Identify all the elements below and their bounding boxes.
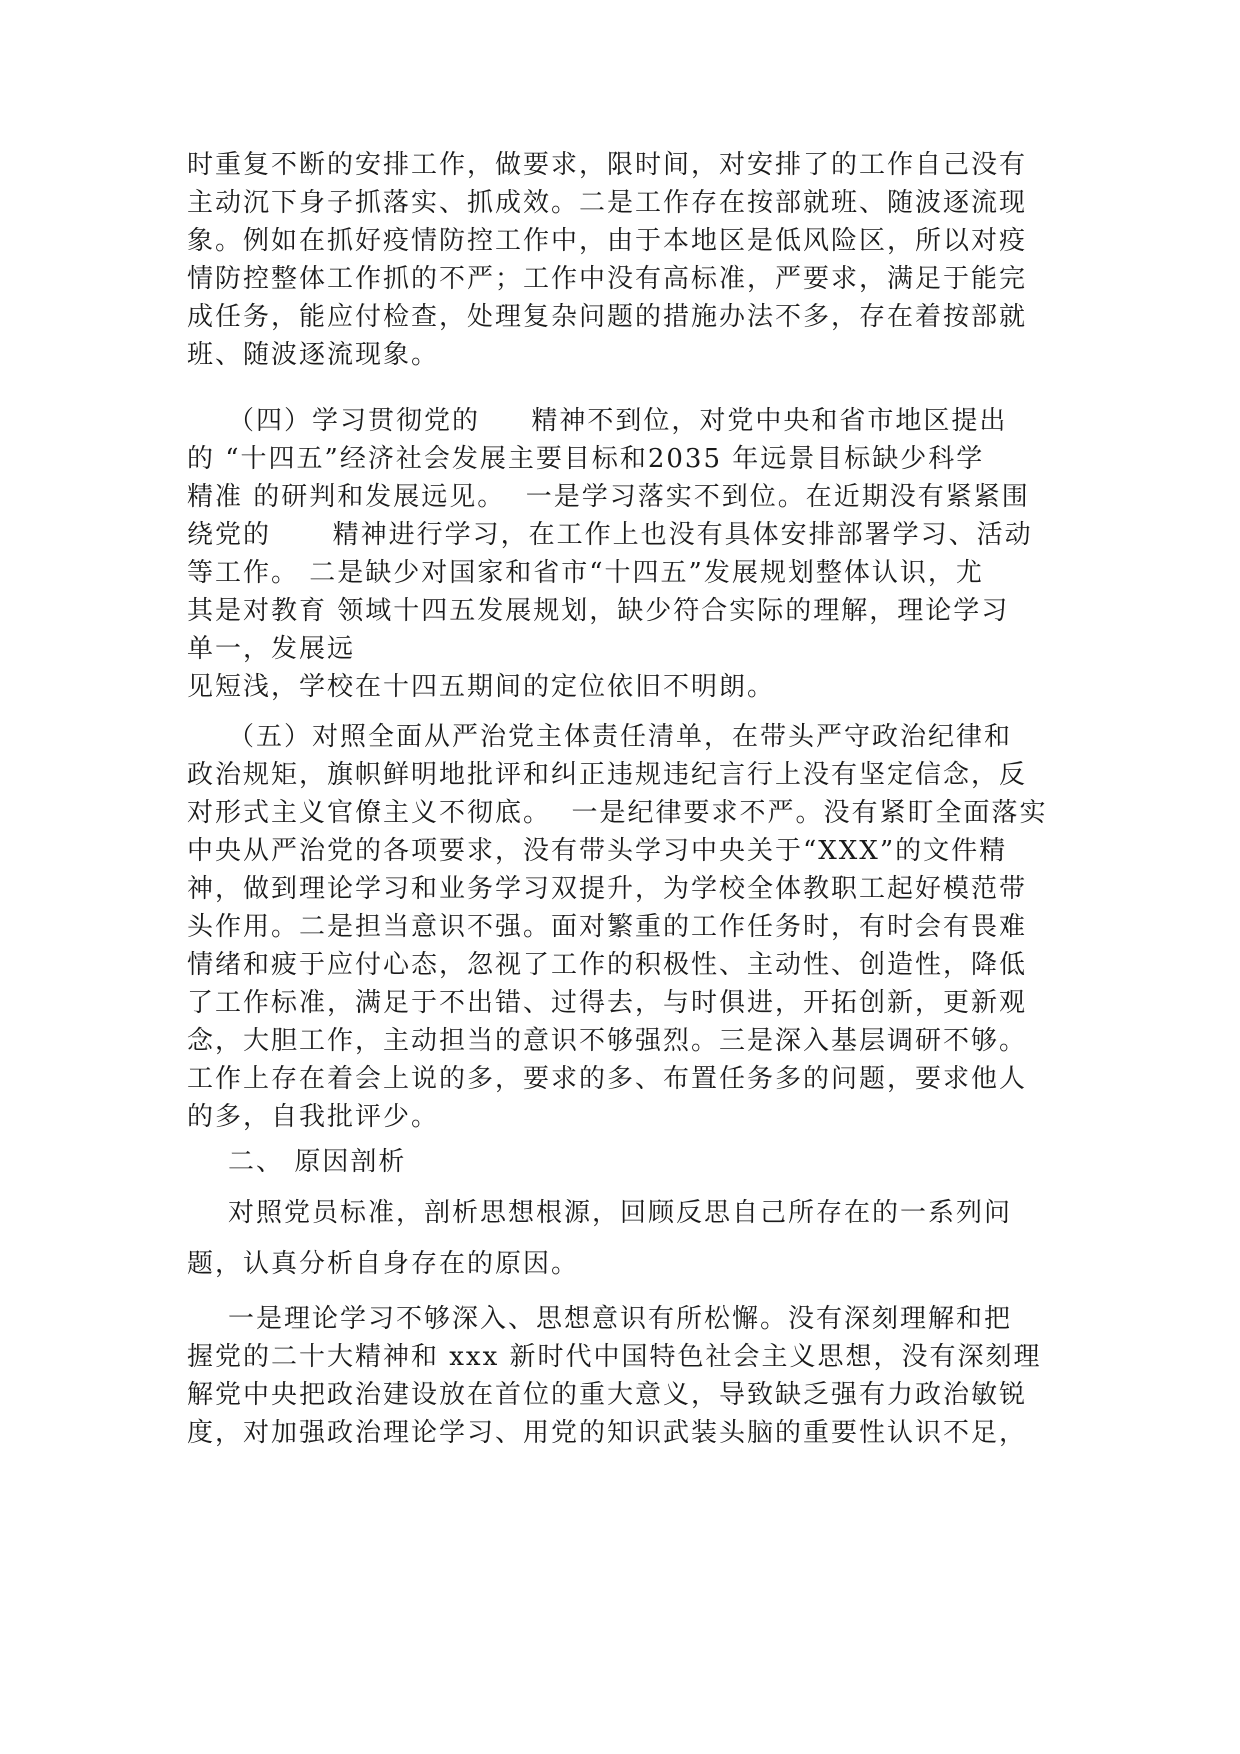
text-line: 对形式主义官僚主义不彻底。 一是纪律要求不严。没有紧盯全面落实 <box>187 798 1048 828</box>
text-line: 单一，发展远 <box>187 634 356 664</box>
text-line: 精准 的研判和发展远见。 一是学习落实不到位。在近期没有紧紧围 <box>187 482 1030 512</box>
text-line: 的多，自我批评少。 <box>187 1102 440 1132</box>
text-line: 见短浅，学校在十四五期间的定位依旧不明朗。 <box>187 672 776 702</box>
text-line: 班、随波逐流现象。 <box>187 340 440 370</box>
section-heading-cause-analysis: 二、 原因剖析 <box>187 1147 407 1177</box>
text-line: 情绪和疲于应付心态，忽视了工作的积极性、主动性、创造性，降低 <box>187 950 1028 980</box>
text-line: 象。例如在抓好疫情防控工作中，由于本地区是低风险区，所以对疫 <box>187 226 1028 256</box>
text-line: 绕党的 精神进行学习，在工作上也没有具体安排部署学习、活动 <box>187 520 1033 550</box>
text-line: 情防控整体工作抓的不严；工作中没有高标准，严要求，满足于能完 <box>187 264 1028 294</box>
text-line: 握党的二十大精神和 xxx 新时代中国特色社会主义思想，没有深刻理 <box>187 1342 1042 1372</box>
text-line: 一是理论学习不够深入、思想意识有所松懈。没有深刻理解和把 <box>187 1304 1013 1334</box>
text-line: 时重复不断的安排工作，做要求，限时间，对安排了的工作自己没有 <box>187 150 1028 180</box>
text-line: 成任务，能应付检查，处理复杂问题的措施办法不多，存在着按部就 <box>187 302 1028 332</box>
text-line: 念，大胆工作，主动担当的意识不够强烈。三是深入基层调研不够。 <box>187 1026 1028 1056</box>
text-line: 度，对加强政治理论学习、用党的知识武装头脑的重要性认识不足， <box>187 1418 1028 1448</box>
text-line: 对照党员标准，剖析思想根源，回顾反思自己所存在的一系列问 <box>187 1198 1013 1228</box>
text-line: 政治规矩，旗帜鲜明地批评和纠正违规违纪言行上没有坚定信念，反 <box>187 760 1028 790</box>
text-line: 工作上存在着会上说的多，要求的多、布置任务多的问题，要求他人 <box>187 1064 1028 1094</box>
section-heading-four: （四）学习贯彻党的 精神不到位，对党中央和省市地区提出 <box>187 406 1008 436</box>
text-line: 主动沉下身子抓落实、抓成效。二是工作存在按部就班、随波逐流现 <box>187 188 1028 218</box>
text-line: 中央从严治党的各项要求，没有带头学习中央关于“XXX”的文件精 <box>187 836 1008 866</box>
text-line: 题，认真分析自身存在的原因。 <box>187 1249 580 1279</box>
text-line: 的 “十四五”经济社会发展主要目标和2035 年远景目标缺少科学 <box>187 444 985 474</box>
text-line: 了工作标准，满足于不出错、过得去，与时俱进，开拓创新，更新观 <box>187 988 1028 1018</box>
text-line: 头作用。二是担当意识不强。面对繁重的工作任务时，有时会有畏难 <box>187 912 1028 942</box>
text-line: 神，做到理论学习和业务学习双提升，为学校全体教职工起好模范带 <box>187 874 1028 904</box>
section-heading-five: （五）对照全面从严治党主体责任清单，在带头严守政治纪律和 <box>187 722 1013 752</box>
text-line: 等工作。 二是缺少对国家和省市“十四五”发展规划整体认识，尤 <box>187 558 984 588</box>
text-line: 其是对教育 领域十四五发展规划，缺少符合实际的理解，理论学习 <box>187 596 1010 626</box>
text-line: 解党中央把政治建设放在首位的重大意义，导致缺乏强有力政治敏锐 <box>187 1380 1028 1410</box>
